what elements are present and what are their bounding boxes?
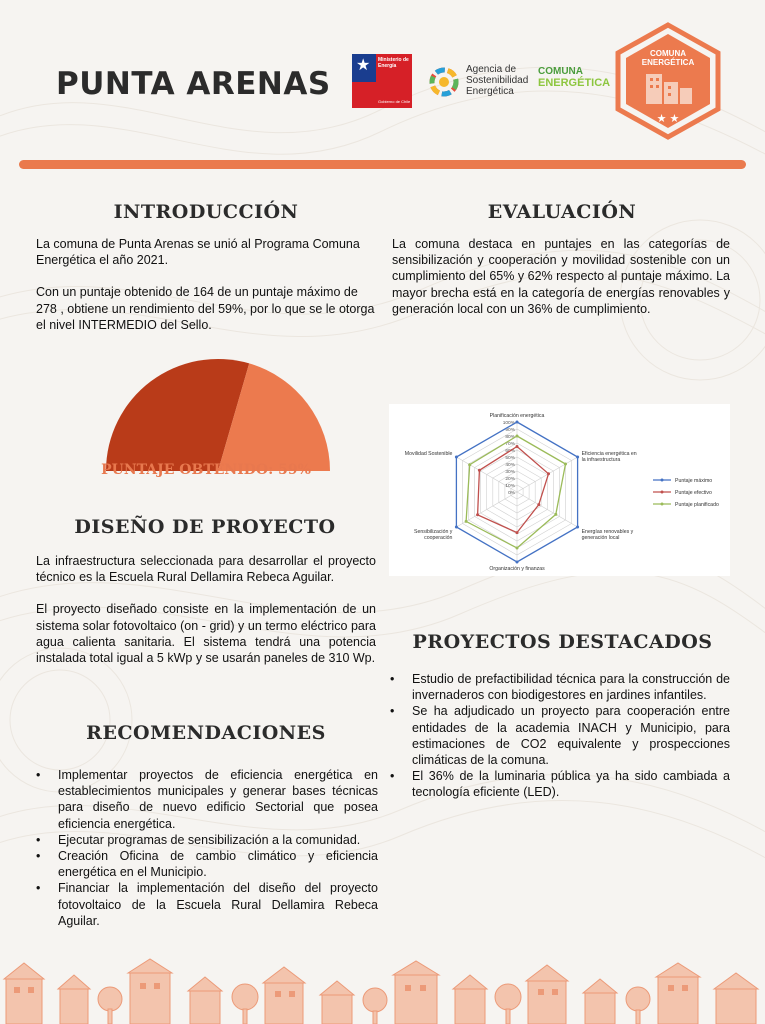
evaluacion-heading: EVALUACIÓN	[487, 201, 637, 223]
svg-text:COMUNA: COMUNA	[650, 49, 686, 58]
legend-label: Puntaje máximo	[675, 477, 713, 484]
list-item: • El 36% de la luminaria pública ya ha sido cambiada a tecnología eficiente (LED).	[388, 768, 730, 800]
gauge-label: PUNTAJE OBTENIDO: 59%	[101, 462, 311, 478]
score-gauge	[104, 357, 332, 473]
list-item: • Ejecutar programas de sensibilización a la comunidad.	[34, 832, 378, 848]
radar-data-point	[465, 520, 468, 523]
recomendaciones-heading: RECOMENDACIONES	[86, 722, 326, 744]
radar-data-point	[516, 561, 519, 564]
radar-series-line	[466, 436, 565, 548]
radar-data-point	[576, 526, 579, 529]
radar-category-label: la infraestructura	[581, 457, 621, 463]
radar-category-label: cooperación	[424, 535, 453, 541]
ministerio-energia-logo: ★ Ministerio de Energía Gobierno de Chile	[352, 54, 412, 108]
radar-data-point	[478, 469, 481, 472]
radar-data-point	[455, 456, 458, 459]
svg-text:★ ★: ★ ★	[656, 113, 680, 125]
sun-ring-icon	[428, 66, 460, 98]
radar-tick-label: 40%	[505, 463, 515, 468]
diseno-text: La infraestructura seleccionada para desarrollar el proyecto técnico es la Escuela Rural Dellamira Rebeca Aguilar. El proyecto diseñado consiste en la implementación de un sistema solar fotovoltaico (on - grid) y un termo eléctrico para agua calienta sanitaria. El sistema tendrá una potencia instalada total igual a 5 kWp y se usarán paneles de 310 Wp.	[36, 554, 376, 666]
recomendaciones-list	[34, 767, 378, 929]
comuna-energetica-badge	[614, 22, 722, 140]
radar-data-point	[554, 513, 557, 516]
radar-data-point	[516, 435, 519, 438]
radar-chart	[389, 404, 730, 576]
intro-text: La comuna de Punta Arenas se unió al Programa Comuna Energética el año 2021. Con un puntaje obtenido de 164 de un puntaje máximo de 278 , obtiene un rendimiento del 59%, por lo que se le otorga el nivel INTERMEDIO del Sello.	[36, 237, 375, 332]
radar-data-point	[455, 526, 458, 529]
radar-tick-label: 30%	[505, 470, 515, 475]
legend-label: Puntaje efectivo	[675, 489, 712, 496]
intro-heading: INTRODUCCIÓN	[113, 201, 299, 223]
radar-category-label: Planificación energética	[489, 413, 545, 419]
radar-category-label: Energías renovables y	[581, 529, 634, 535]
agencia-sostenibilidad-logo: Agencia de Sostenibilidad Energética	[428, 60, 528, 100]
list-item: • Implementar proyectos de eficiencia energética en establecimientos municipales y generar bases técnicas para diseño de nuevo edificio Sectorial que posea eficiencia energética.	[34, 767, 378, 832]
radar-category-label: Eficiencia energética en	[581, 451, 637, 457]
radar-tick-label: 80%	[505, 435, 515, 440]
legend-marker	[661, 491, 664, 494]
radar-data-point	[516, 547, 519, 550]
radar-data-point	[537, 503, 540, 506]
radar-tick-label: 50%	[505, 456, 515, 461]
destacados-heading: PROYECTOS DESTACADOS	[412, 631, 713, 653]
town-skyline-illustration	[0, 955, 765, 1024]
legend-label: Puntaje planificado	[675, 501, 719, 508]
radar-category-label: Sensibilización y	[414, 529, 453, 535]
header-divider	[19, 160, 746, 169]
list-item: • Estudio de prefactibilidad técnica para la construcción de invernaderos con biodigestores en jardines infantiles.	[388, 671, 730, 703]
diseno-heading: DISEÑO DE PROYECTO	[74, 516, 336, 538]
svg-text:ENERGÉTICA: ENERGÉTICA	[641, 58, 695, 67]
radar-tick-label: 60%	[505, 449, 515, 454]
comuna-energetica-logo: COMUNA ENERGÉTICA	[538, 66, 611, 89]
page-title: PUNTA ARENAS	[56, 66, 331, 102]
radar-tick-label: 20%	[505, 477, 515, 482]
radar-tick-label: 90%	[505, 428, 515, 433]
radar-tick-label: 100%	[502, 421, 515, 426]
legend-marker	[661, 479, 664, 482]
destacados-list	[388, 671, 730, 801]
radar-tick-label: 70%	[505, 442, 515, 447]
star-icon: ★	[356, 57, 371, 74]
radar-category-label: Movilidad Sostenible	[404, 451, 453, 457]
radar-data-point	[547, 472, 550, 475]
radar-data-point	[516, 531, 519, 534]
radar-data-point	[576, 456, 579, 459]
radar-data-point	[468, 463, 471, 466]
evaluacion-text: La comuna destaca en puntajes en las categorías de sensibilización y cooperación y movilidad sostenible con un cumplimiento del 65% y 62% respecto al puntaje máximo. La mayor brecha está en la categoría de energías renovables y generación local con un 36% de cumplimiento.	[392, 237, 730, 316]
radar-data-point	[516, 445, 519, 448]
radar-data-point	[564, 463, 567, 466]
list-item: • Se ha adjudicado un proyecto para cooperación entre entidades de la academia INACH y Municipio, para estimaciones de CO2 equivalente y prospecciones climáticas de la comuna.	[388, 703, 730, 768]
list-item: • Financiar la implementación del diseño del proyecto fotovoltaico de la Escuela Rural Dellamira Rebeca Aguilar.	[34, 880, 378, 929]
radar-category-label: Organización y finanzas	[489, 566, 545, 572]
legend-marker	[661, 503, 664, 506]
radar-data-point	[516, 421, 519, 424]
radar-tick-label: 0%	[508, 491, 515, 496]
radar-tick-label: 10%	[505, 484, 515, 489]
radar-category-label: generación local	[581, 535, 620, 541]
list-item: • Creación Oficina de cambio climático y eficiencia energética en el Municipio.	[34, 848, 378, 880]
radar-data-point	[476, 513, 479, 516]
